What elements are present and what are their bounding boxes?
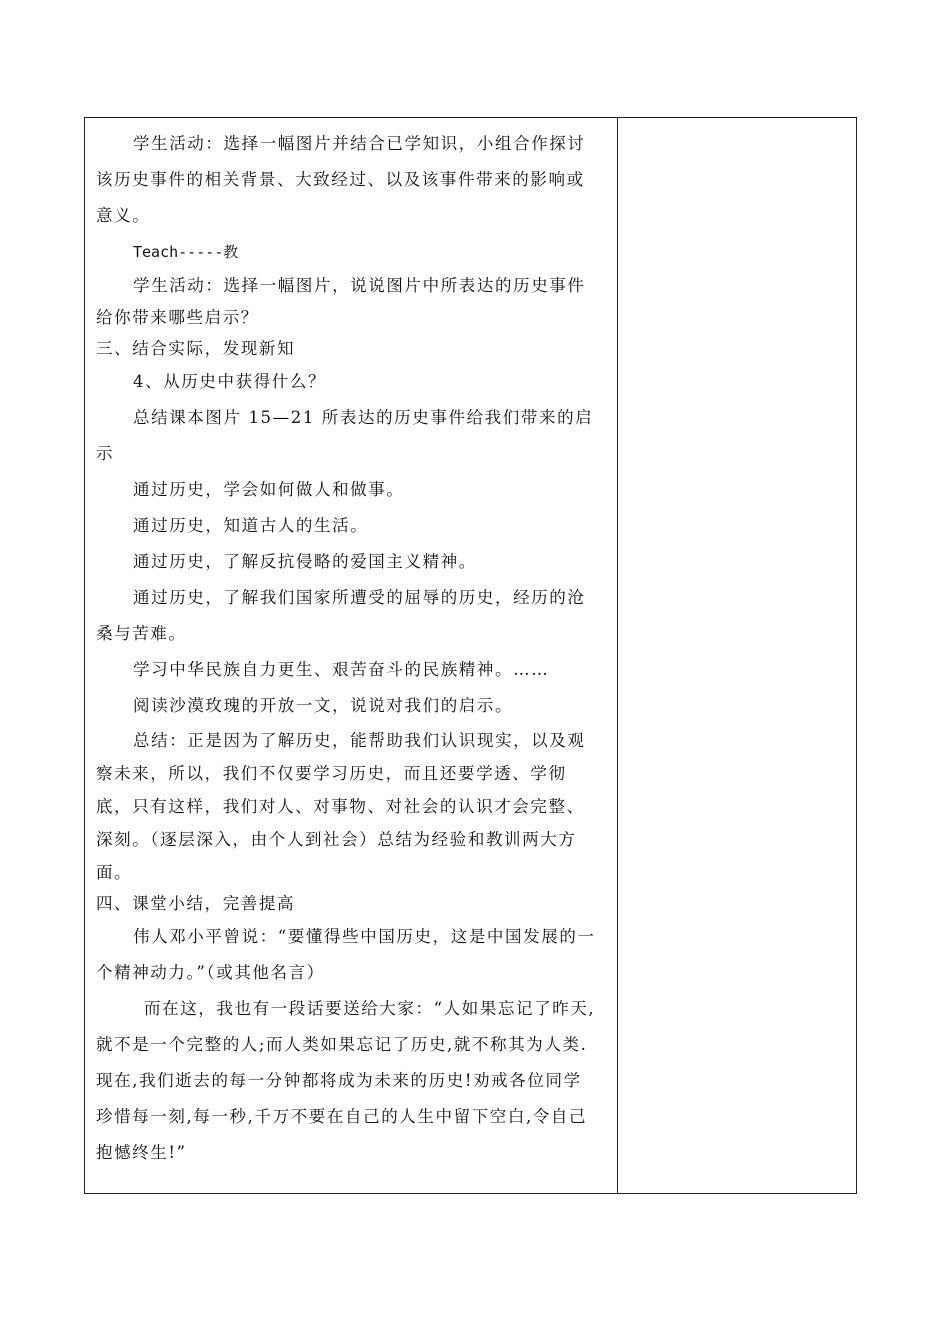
paragraph-deng-quote: 伟人邓小平曾说：“要懂得些中国历史，这是中国发展的一个精神动力。”（或其他名言） [96, 927, 596, 982]
paragraph-national-spirit: 学习中华民族自力更生、艰苦奋斗的民族精神。…… [133, 660, 550, 679]
paragraph-history-3: 通过历史，了解反抗侵略的爱国主义精神。 [133, 552, 477, 571]
paragraph-history-1: 通过历史，学会如何做人和做事。 [133, 480, 405, 499]
content-cell [85, 118, 617, 1193]
paragraph-teach: Teach-----教 [133, 243, 239, 261]
paragraph-conclusion: 总结：正是因为了解历史，能帮助我们认识现实，以及观察未来，所以，我们不仅要学习历史，而且还要学透、学彻底，只有这样，我们对人、对事物、对社会的认识才会完整、深刻。（逐层深入，由个人到社会）总结为经验和教训两大方面。 [96, 731, 586, 882]
notes-cell [618, 118, 856, 1193]
section-heading-4: 四、课堂小结，完善提高 [96, 894, 296, 913]
paragraph-desert-rose: 阅读沙漠玫瑰的开放一文，说说对我们的启示。 [133, 696, 514, 715]
paragraph-student-activity-1: 学生活动：选择一幅图片并结合已学知识，小组合作探讨该历史事件的相关背景、大致经过、以及该事件带来的影响或意义。 [96, 134, 586, 225]
paragraph-history-4: 通过历史，了解我们国家所遭受的屈辱的历史，经历的沧桑与苦难。 [96, 588, 586, 643]
paragraph-closing-quote: 而在这，我也有一段话要送给大家：“人如果忘记了昨天,就不是一个完整的人;而人类如果忘记了历史,就不称其为人类.现在,我们逝去的每一分钟都将成为未来的历史!劝戒各位同学珍惜每一刻,每一秒,千万不要在自己的人生中留下空白,令自己抱憾终生!” [96, 999, 596, 1162]
paragraph-summary-images: 总结课本图片 15—21 所表达的历史事件给我们带来的启示 [96, 408, 594, 463]
section-heading-3: 三、结合实际，发现新知 [96, 339, 296, 358]
paragraph-history-2: 通过历史，知道古人的生活。 [133, 516, 369, 535]
paragraph-question-4: 4、从历史中获得什么？ [133, 372, 327, 391]
lesson-table [84, 117, 857, 1194]
paragraph-student-activity-2: 学生活动：选择一幅图片，说说图片中所表达的历史事件给你带来哪些启示？ [96, 276, 586, 327]
